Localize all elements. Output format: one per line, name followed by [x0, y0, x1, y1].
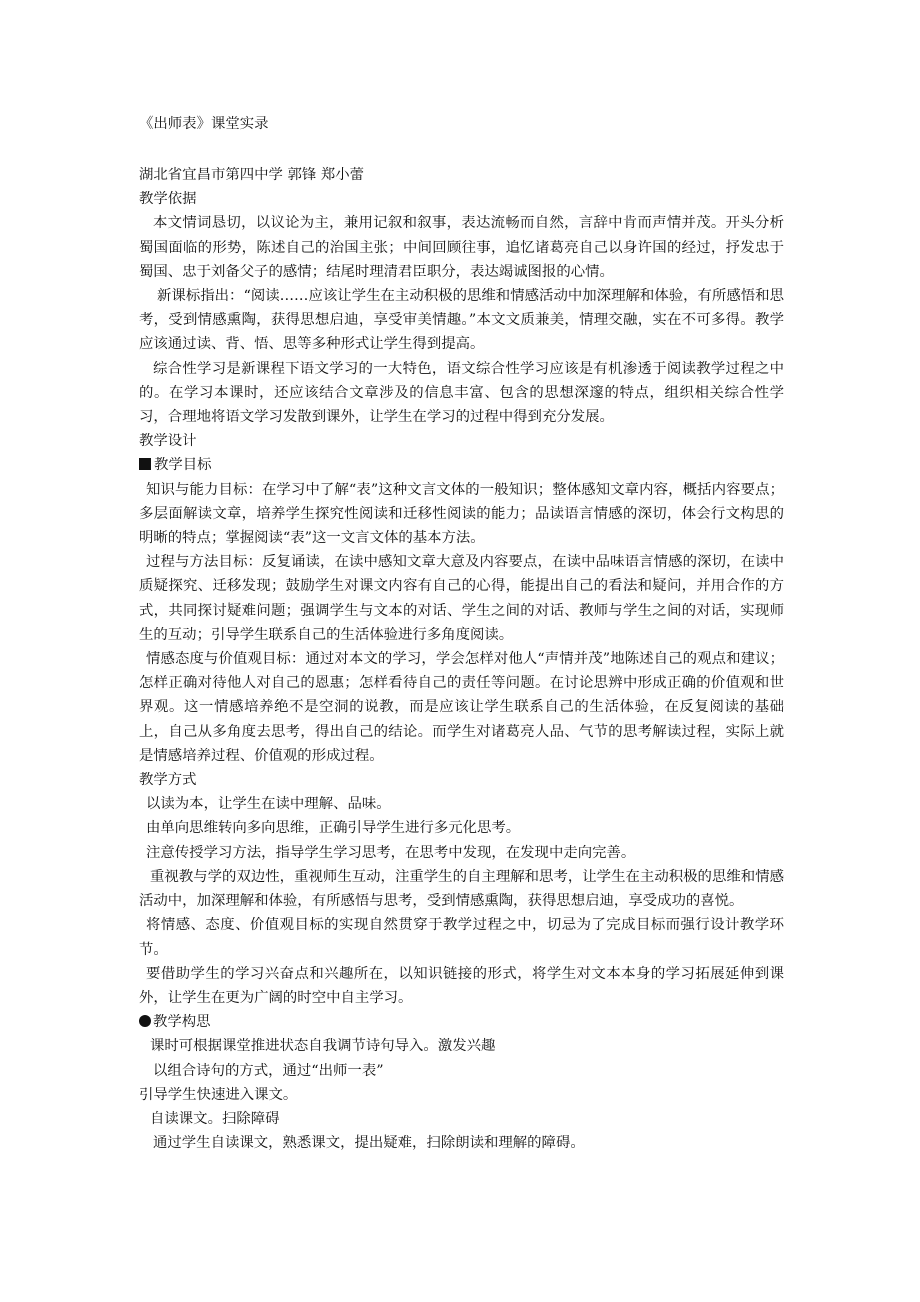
method-item: 要借助学生的学习兴奋点和兴趣所在，以知识链接的形式，将学生对文本本身的学习拓展延伸到课外，让学生在更为广阔的时空中自主学习。	[139, 965, 784, 1006]
round-bullet-icon	[139, 1015, 151, 1027]
spacer	[139, 136, 784, 163]
concept-line: 自读课文。扫除障碍	[150, 1110, 280, 1127]
section-heading-method: 教学方式	[139, 772, 197, 789]
goal-paragraph: 情感态度与价值观目标：通过对本文的学习，学会怎样对他人“声情并茂”地陈述自己的观点和建议；怎样正确对待他人对自己的恩惠；怎样看待自己的责任等问题。在讨论思辨中形成正确的价值观和世界观。这一情感培养绝不是空洞的说教，而是应该让学生联系自己的生活体验，在反复阅读的基础上，自己从多角度去思考，得出自己的结论。而学生对诸葛亮人品、气节的思考解读过程，实际上就是情感培养过程、价值观的形成过程。	[139, 651, 784, 764]
method-item: 将情感、态度、价值观目标的实现自然贯穿于教学过程之中，切忌为了完成目标而强行设计教学环节。	[139, 917, 784, 958]
goal-paragraph: 过程与方法目标：反复诵读，在读中感知文章大意及内容要点，在读中品味语言情感的深切，在读中质疑探究、迁移发现；鼓励学生对课文内容有自己的心得，能提出自己的看法和疑问，并用合作的方式，共同探讨疑难问题；强调学生与文本的对话、学生之间的对话、教师与学生之间的对话，实现师生的互动；引导学生联系自己的生活体验进行多角度阅读。	[139, 554, 784, 643]
document-page	[139, 112, 784, 1155]
concept-heading-text: 教学构思	[153, 1014, 211, 1031]
concept-line: 以组合诗句的方式，通过“出师一表”	[153, 1062, 384, 1079]
method-item: 重视教与学的双边性，重视师生互动，注重学生的自主理解和思考，让学生在主动积极的思维和情感活动中，加深理解和体验，有所感悟与思考，受到情感熏陶，获得思想启迪，享受成功的喜悦。	[139, 868, 784, 910]
section-heading-basis: 教学依据	[139, 191, 197, 208]
concept-heading	[139, 1010, 784, 1034]
method-item: 以读为本，让学生在读中理解、品味。	[146, 796, 391, 813]
concept-line: 引导学生快速进入课文。	[139, 1086, 298, 1103]
basis-paragraph: 本文情词恳切，以议论为主，兼用记叙和叙事，表达流畅而自然，言辞中肯而声情并茂。开头分析蜀国面临的形势，陈述自己的治国主张；中间回顾往事，追忆诸葛亮自己以身许国的经过，抒发忠于蜀国、忠于刘备父子的感情；结尾时理清君臣职分，表达竭诚图报的心情。	[139, 215, 784, 280]
concept-line: 课时可根据课堂推进状态自我调节诗句导入。激发兴趣	[150, 1038, 496, 1055]
goals-heading-text: 教学目标	[154, 457, 212, 474]
method-item: 注意传授学习方法，指导学生学习思考，在思考中发现，在发现中走向完善。	[146, 844, 636, 861]
concept-line: 通过学生自读课文，熟悉课文，提出疑难，扫除朗读和理解的障碍。	[153, 1135, 585, 1152]
square-bullet-icon	[139, 458, 151, 470]
basis-paragraph: 新课标指出：“阅读……应该让学生在主动积极的思维和情感活动中加深理解和体验，有所感悟和思考，受到情感熏陶，获得思想启迪，享受审美情趣。”本文文质兼美，情理交融，实在不可多得。教学应该通过读、背、悟、思等多种形式让学生得到提高。	[139, 288, 784, 353]
section-heading-design: 教学设计	[139, 433, 197, 450]
author-line: 湖北省宜昌市第四中学 郭锋 郑小蕾	[139, 167, 365, 183]
goals-heading	[139, 453, 784, 477]
method-item: 由单向思维转向多向思维，正确引导学生进行多元化思考。	[146, 820, 521, 837]
basis-paragraph: 综合性学习是新课程下语文学习的一大特色，语文综合性学习应该是有机渗透于阅读教学过程之中的。在学习本课时，还应该结合文章涉及的信息丰富、包含的思想深邃的特点，组织相关综合性学习，合理地将语文学习发散到课外，让学生在学习的过程中得到充分发展。	[139, 360, 784, 426]
goal-paragraph: 知识与能力目标：在学习中了解“表”这种文言文体的一般知识；整体感知文章内容，概括内容要点；多层面解读文章，培养学生探究性阅读和迁移性阅读的能力；品读语言情感的深切，体会行文构思的明晰的特点；掌握阅读“表”这一文言文体的基本方法。	[139, 481, 784, 547]
document-title: 《出师表》课堂实录	[139, 116, 269, 132]
